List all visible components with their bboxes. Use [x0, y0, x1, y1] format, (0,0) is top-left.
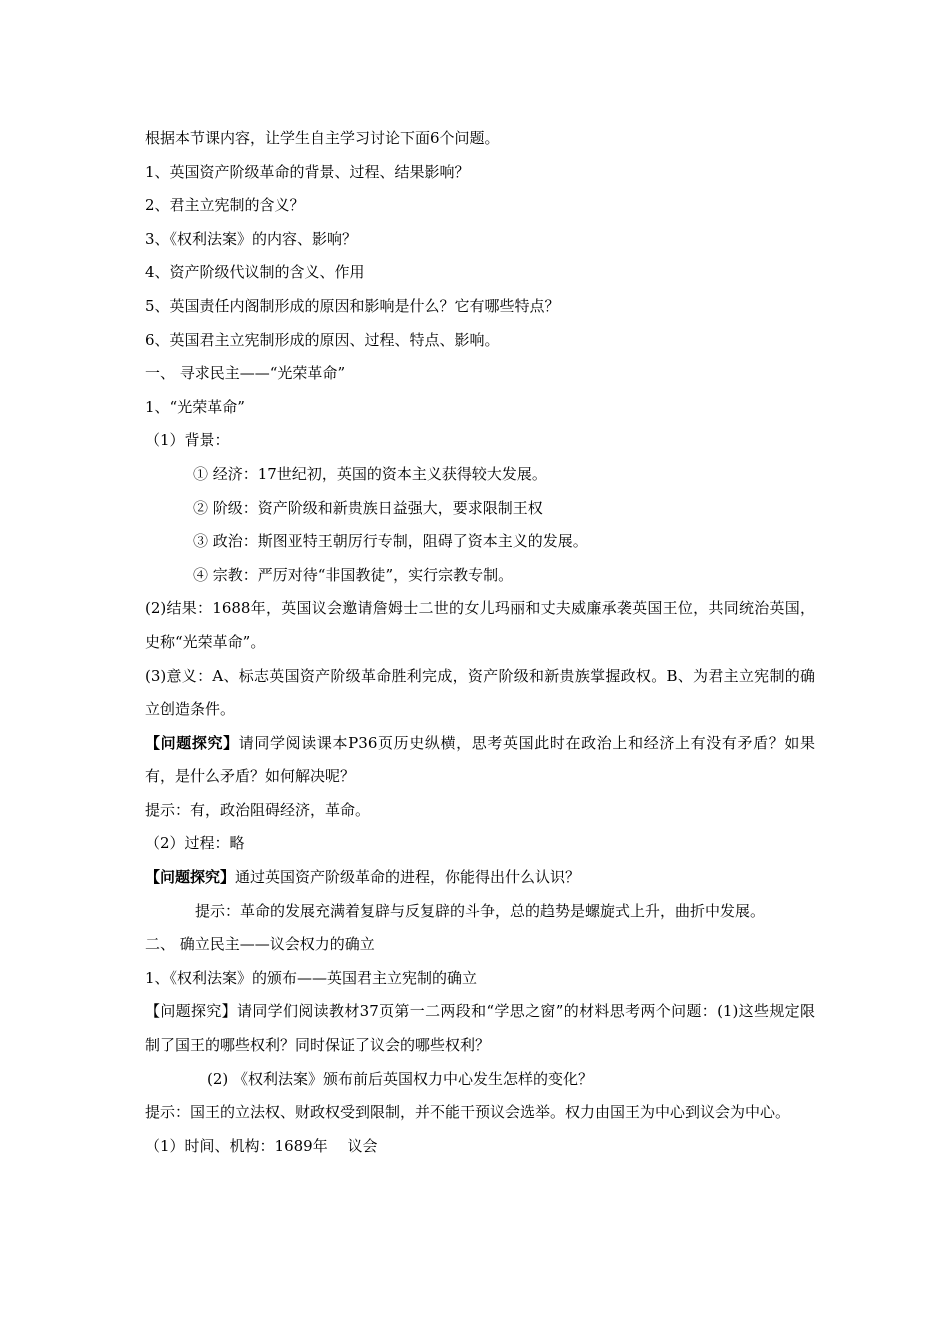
tip-1: 提示：有，政治阻碍经济，革命。	[145, 800, 371, 819]
background-item-religion: ④ 宗教：严厉对待“非国教徒”，实行宗教专制。	[193, 565, 514, 584]
background-item-class: ② 阶级：资产阶级和新贵族日益强大，要求限制王权	[193, 498, 543, 517]
significance-paragraph: (3)意义：A、标志英国资产阶级革命胜利完成，资产阶级和新贵族掌握政权。B、为君主立宪制的确立创造条件。	[145, 666, 815, 719]
tip-2: 提示：革命的发展充满着复辟与反复辟的斗争，总的趋势是螺旋式上升，曲折中发展。	[195, 901, 766, 920]
inquiry-3: 【问题探究】请同学们阅读教材37页第一二两段和“学思之窗”的材料思考两个问题：(1)这些规定限制了国王的哪些权利？同时保证了议会的哪些权利？	[145, 1002, 815, 1055]
inquiry-2-label: 【问题探究】	[145, 868, 236, 887]
tip-3: 提示：国王的立法权、财政权受到限制，并不能干预议会选举。权力由国王为中心到议会为中心。	[145, 1103, 791, 1122]
intro-text: 根据本节课内容，让学生自主学习讨论下面6个问题。	[145, 129, 500, 147]
section-2-title: 二、 确立民主——议会权力的确立	[145, 935, 375, 954]
inquiry-2-text: 通过英国资产阶级革命的进程，你能得出什么认识？	[235, 868, 581, 887]
background-item-politics: ③ 政治：斯图亚特王朝厉行专制，阻碍了资本主义的发展。	[193, 532, 588, 551]
process-line: （2）过程：略	[145, 834, 245, 853]
question-5: 5、英国责任内阁制形成的原因和影响是什么？它有哪些特点？	[145, 296, 560, 315]
background-label: （1）背景：	[145, 431, 230, 450]
section-1-subheading: 1、“光荣革命”	[145, 397, 245, 416]
result-paragraph: (2)结果：1688年，英国议会邀请詹姆士二世的女儿玛丽和丈夫威廉承袭英国王位，共同统治英国，史称“光荣革命”。	[145, 599, 815, 651]
question-4: 4、资产阶级代议制的含义、作用	[145, 263, 365, 282]
question-3: 3、《权利法案》的内容、影响？	[145, 229, 358, 248]
time-organization-line: （1）时间、机构：1689年 议会	[145, 1136, 378, 1155]
question-2: 2、君主立宪制的含义？	[145, 196, 305, 215]
background-item-economy: ① 经济：17世纪初，英国的资本主义获得较大发展。	[193, 464, 547, 483]
document-body	[145, 122, 815, 1163]
section-1-title: 一、 寻求民主——“光荣革命”	[145, 364, 346, 383]
question-1: 1、英国资产阶级革命的背景、过程、结果影响？	[145, 162, 470, 181]
inquiry-1-label: 【问题探究】	[145, 733, 239, 752]
inquiry-1	[145, 727, 815, 794]
inquiry-2	[145, 861, 815, 895]
question-6: 6、英国君主立宪制形成的原因、过程、特点、影响。	[145, 330, 500, 349]
inquiry-3-question-2: (2) 《权利法案》颁布前后英国权力中心发生怎样的变化？	[207, 1069, 594, 1088]
inquiry-1-text: 请同学阅读课本P36页历史纵横，思考英国此时在政治上和经济上有没有矛盾？如果有，是什么矛盾？如何解决呢？	[145, 733, 815, 786]
section-2-subheading: 1、《权利法案》的颁布——英国君主立宪制的确立	[145, 968, 478, 987]
